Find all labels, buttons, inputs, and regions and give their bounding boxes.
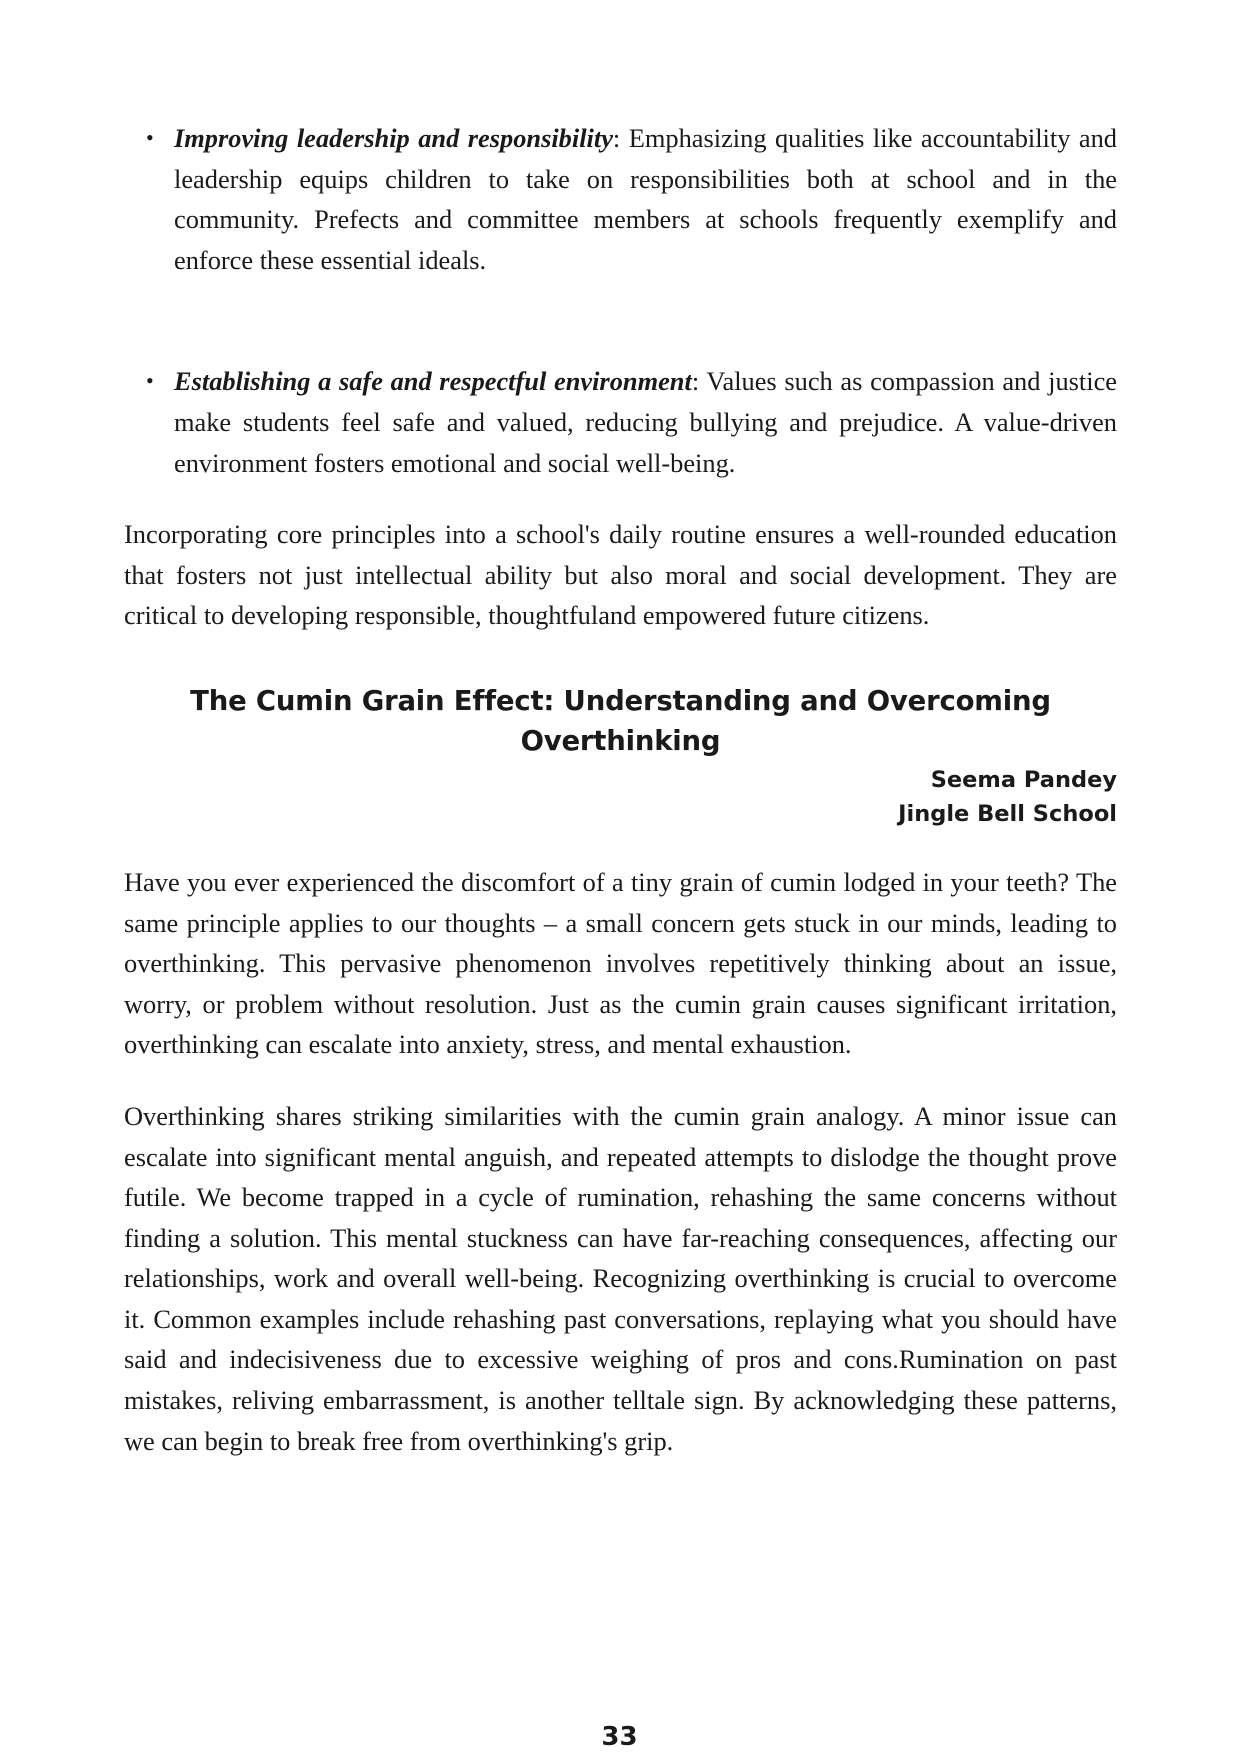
article-title — [124, 681, 1117, 761]
bullet-lead-text: Improving leadership and responsibility — [174, 123, 613, 153]
bullet-item-safe-environment — [124, 361, 1117, 483]
bullet-dot-icon: • — [146, 368, 154, 394]
article-paragraph-1: Have you ever experienced the discomfort of a tiny grain of cumin lodged in your teeth? The same principle applies to our thoughts – a small concern gets stuck in our minds, leading to overthinking. This pervasive phenomenon involves repetitively thinking about an issue, worry, or problem without resolution. Just as the cumin grain causes significant irritation, overthinking can escalate into anxiety, stress, and mental exhaustion. — [124, 866, 1117, 1060]
bullet-dot-icon: • — [146, 125, 154, 150]
bullet-body-text: : Emphasizing qualities like accountability and leadership equips children to take on responsibilities both at school and in the community. Prefects and committee members at schools frequently exemplify and enforce these essential ideals. — [174, 123, 1117, 275]
bullet-lead-text: Establishing a safe and respectful environment — [174, 366, 692, 397]
article-title-line-1: The Cumin Grain Effect: Understanding and Overcoming — [190, 684, 1051, 717]
intro-paragraph: Incorporating core principles into a school's daily routine ensures a well-rounded education that fosters not just intellectual ability but also moral and social development. They are critical to developing responsible, thoughtfuland empowered future citizens. — [124, 519, 1117, 631]
author-name: Seema Pandey — [930, 766, 1117, 793]
page-content — [124, 118, 1117, 1461]
article-byline — [124, 763, 1117, 831]
bullet-body-text: : Values such as compassion and justice make students feel safe and valued, reducing bullying and prejudice. A value-driven environment fosters emotional and social well-being. — [174, 366, 1118, 478]
bullet-item-leadership — [124, 118, 1117, 280]
article-title-line-2: Overthinking — [520, 724, 721, 757]
values-bullet-list — [124, 118, 1117, 483]
article-paragraph-2: Overthinking shares striking similarities with the cumin grain analogy. A minor issue can escalate into significant mental anguish, and repeated attempts to dislodge the thought prove futile. We become trapped in a cycle of rumination, rehashing the same concerns without finding a solution. This mental stuckness can have far-reaching consequences, affecting our relationships, work and overall well-being. Recognizing overthinking is crucial to overcome it. Common examples include rehashing past conversations, replaying what you should have said and indecisiveness due to excessive weighing of pros and cons.Rumination on past mistakes, reliving embarrassment, is another telltale sign. By acknowledging these patterns, we can begin to break free from overthinking's grip. — [124, 1100, 1117, 1456]
page-number: 33 — [601, 1722, 638, 1752]
author-school: Jingle Bell School — [898, 800, 1117, 827]
